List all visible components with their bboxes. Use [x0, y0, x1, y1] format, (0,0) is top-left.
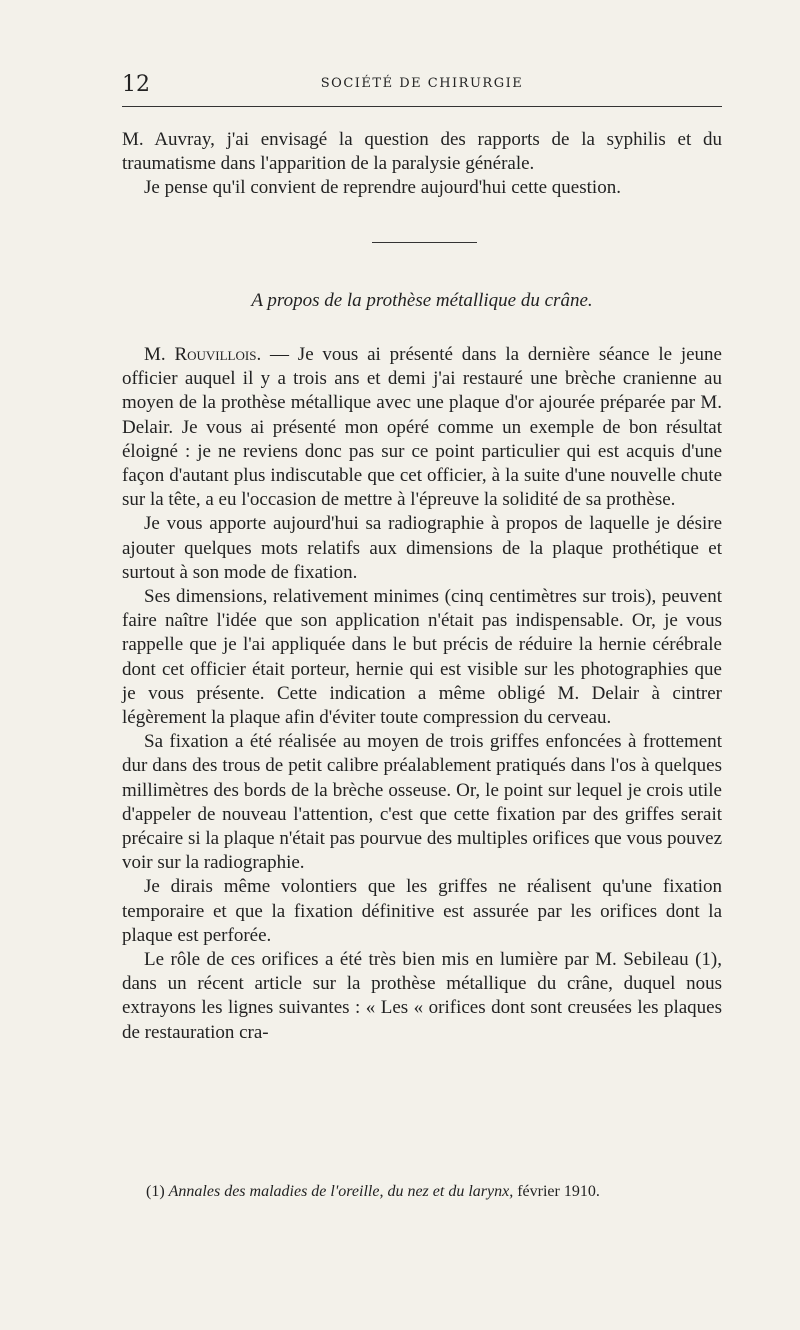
section-separator — [372, 242, 477, 243]
top-text-block — [122, 128, 722, 201]
footnote — [146, 1183, 722, 1201]
paragraph: Sa fixation a été réalisée au moyen de trois griffes enfoncées à frottement dur dans des trous de petit calibre préalablement pratiqués dans l'os à quelques millimètres des bords de la brèche osseuse. Or, le point sur lequel je crois utile d'appeler de nouveau l'attention, c'est que cette fixation par des griffes serait précaire si la plaque n'était pas pourvue des multiples orifices que vous pouvez voir sur la radiographie. — [122, 731, 722, 874]
paragraph: M. Auvray, j'ai envisagé la question des rapports de la syphilis et du traumatisme dans l'apparition de la paralysie générale. — [122, 129, 722, 175]
speaker-name: Rouvillois — [174, 344, 257, 365]
footnote-marker: (1) — [146, 1183, 169, 1200]
paragraph: Le rôle de ces orifices a été très bien mis en lumière par M. Sebileau (1), dans un récent article sur la prothèse métallique du crâne, duquel nous extrayons les lignes suivantes : « Les « orifices dont sont creusées les plaques de restauration cra- — [122, 949, 722, 1043]
paragraph: Ses dimensions, relativement minimes (cinq centimètres sur trois), peuvent faire naître l'idée que son application n'était pas indispensable. Or, je vous rappelle que je l'ai appliquée dans le but précis de réduire la hernie cérébrale dont cet officier était porteur, hernie qui est visible sur les photographies que je vous présente. Cette indication a même obligé M. Delair à cintrer légèrement la plaque afin d'éviter toute compression du cerveau. — [122, 586, 722, 729]
section-title: A propos de la prothèse métallique du crâne. — [251, 290, 593, 311]
page-number: 12 — [122, 72, 150, 97]
speaker-text: . — Je vous ai présenté dans la dernière séance le jeune officier auquel il y a trois ans et demi j'ai restauré une brèche cranienne au moyen de la prothèse métallique avec une plaque d'or ajourée préparée par M. Delair. Je vous ai présenté mon opéré comme un exemple de bon résultat éloigné : je ne reviens donc pas sur ce point particulier qui est acquis d'une façon d'autant plus indiscutable que cet officier, à la suite d'une nouvelle chute sur la tête, a eu l'occasion de mettre à l'épreuve la solidité de sa prothèse. — [122, 344, 722, 511]
header-rule — [122, 106, 722, 107]
main-text-block — [122, 343, 722, 1045]
footnote-date: février 1910. — [513, 1183, 600, 1200]
page-header — [122, 72, 722, 100]
running-title: SOCIÉTÉ DE CHIRURGIE — [320, 76, 524, 91]
speaker-prefix: M. — [144, 344, 175, 365]
paragraph: Je pense qu'il convient de reprendre aujourd'hui cette question. — [144, 177, 621, 199]
footnote-title: Annales des maladies de l'oreille, du nez et du larynx, — [168, 1183, 514, 1200]
speaker-paragraph — [122, 343, 722, 512]
paragraph: Je dirais même volontiers que les griffes ne réalisent qu'une fixation temporaire et que la fixation définitive est assurée par les orifices dont la plaque est perforée. — [122, 876, 722, 946]
paragraph: Je vous apporte aujourd'hui sa radiographie à propos de laquelle je désire ajouter quelques mots relatifs aux dimensions de la plaque prothétique et surtout à son mode de fixation. — [122, 513, 722, 583]
